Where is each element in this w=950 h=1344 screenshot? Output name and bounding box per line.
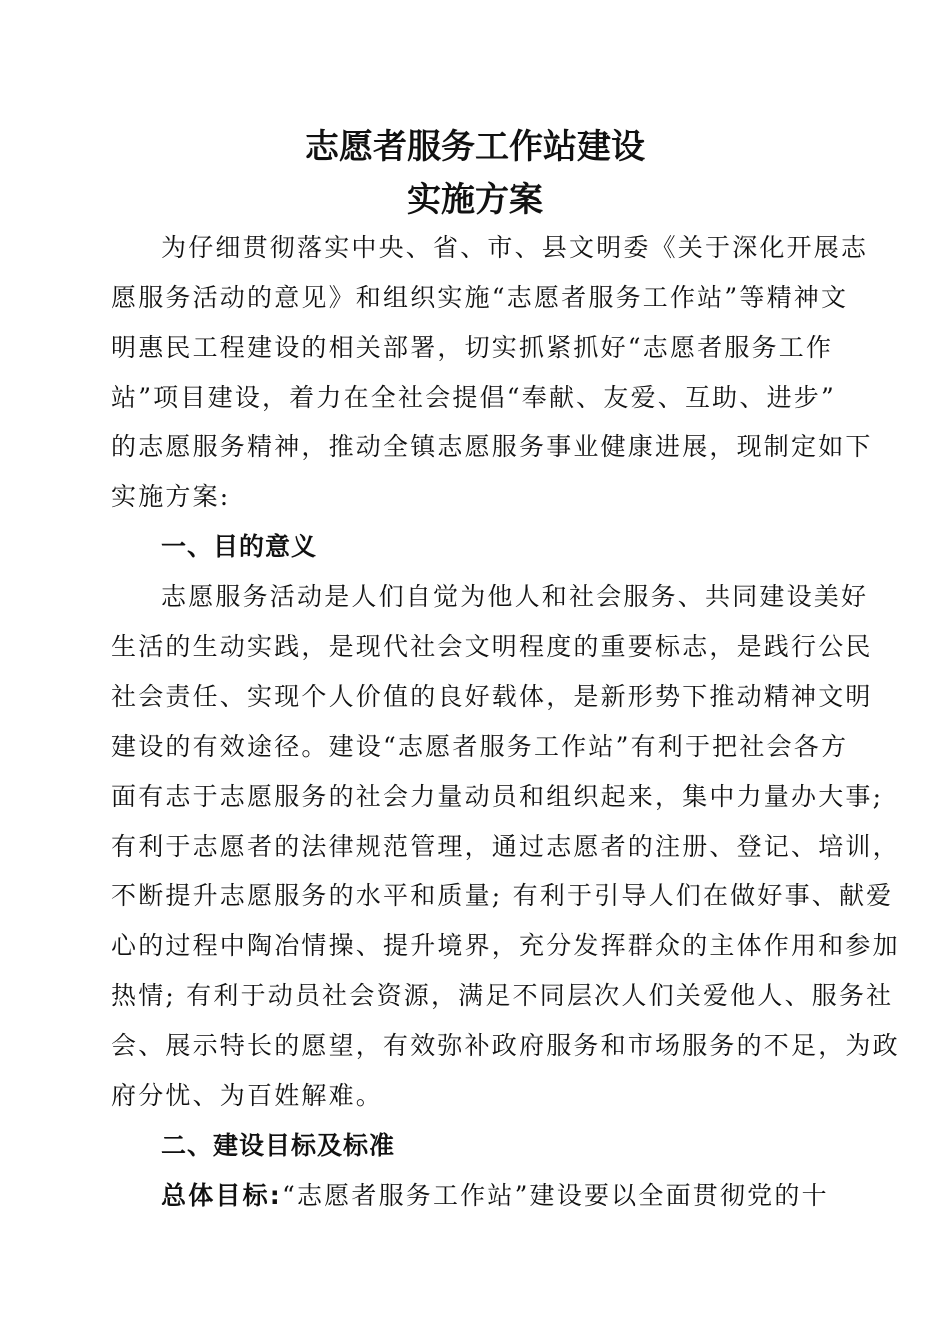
document-title: 志愿者服务工作站建设 <box>305 127 645 167</box>
body-line: 心的过程中陶冶情操、提升境界，充分发挥群众的主体作用和参加 <box>111 931 900 960</box>
body-line: 会、展示特长的愿望，有效弥补政府服务和市场服务的不足，为政 <box>111 1031 900 1060</box>
document-subtitle: 实施方案 <box>407 180 543 220</box>
intro-line: 实施方案: <box>111 482 231 511</box>
body-line: 志愿服务活动是人们自觉为他人和社会服务、共同建设美好 <box>161 582 869 611</box>
body-line: 面有志于志愿服务的社会力量动员和组织起来，集中力量办大事; <box>111 782 884 811</box>
body-line: 府分忧、为百姓解难。 <box>111 1081 384 1110</box>
body-line: 生活的生动实践，是现代社会文明程度的重要标志，是践行公民 <box>111 632 873 661</box>
goal-paragraph <box>111 1181 851 1211</box>
intro-line: 站”项目建设，着力在全社会提倡“奉献、友爱、互助、进步” <box>111 383 836 412</box>
goal-text: “志愿者服务工作站”建设要以全面贯彻党的十 <box>282 1181 829 1210</box>
intro-line: 的志愿服务精神，推动全镇志愿服务事业健康进展，现制定如下 <box>111 432 873 461</box>
intro-line: 愿服务活动的意见》和组织实施“志愿者服务工作站”等精神文 <box>111 283 849 312</box>
intro-line: 为仔细贯彻落实中央、省、市、县文明委《关于深化开展志 <box>161 233 869 262</box>
intro-line: 明惠民工程建设的相关部署，切实抓紧抓好“志愿者服务工作 <box>111 333 834 362</box>
goal-label: 总体目标: <box>161 1181 282 1210</box>
body-line: 社会责任、实现个人价值的良好载体，是新形势下推动精神文明 <box>111 682 873 711</box>
body-line: 有利于志愿者的法律规范管理，通过志愿者的注册、登记、培训， <box>111 832 900 861</box>
body-line: 热情; 有利于动员社会资源，满足不同层次人们关爱他人、服务社 <box>111 981 894 1010</box>
section-heading-purpose: 一、目的意义 <box>161 532 318 561</box>
section-heading-goals: 二、建设目标及标准 <box>161 1131 396 1160</box>
body-line: 不断提升志愿服务的水平和质量; 有利于引导人们在做好事、献爱 <box>111 881 894 910</box>
body-line: 建设的有效途径。建设“志愿者服务工作站”有利于把社会各方 <box>111 732 849 761</box>
